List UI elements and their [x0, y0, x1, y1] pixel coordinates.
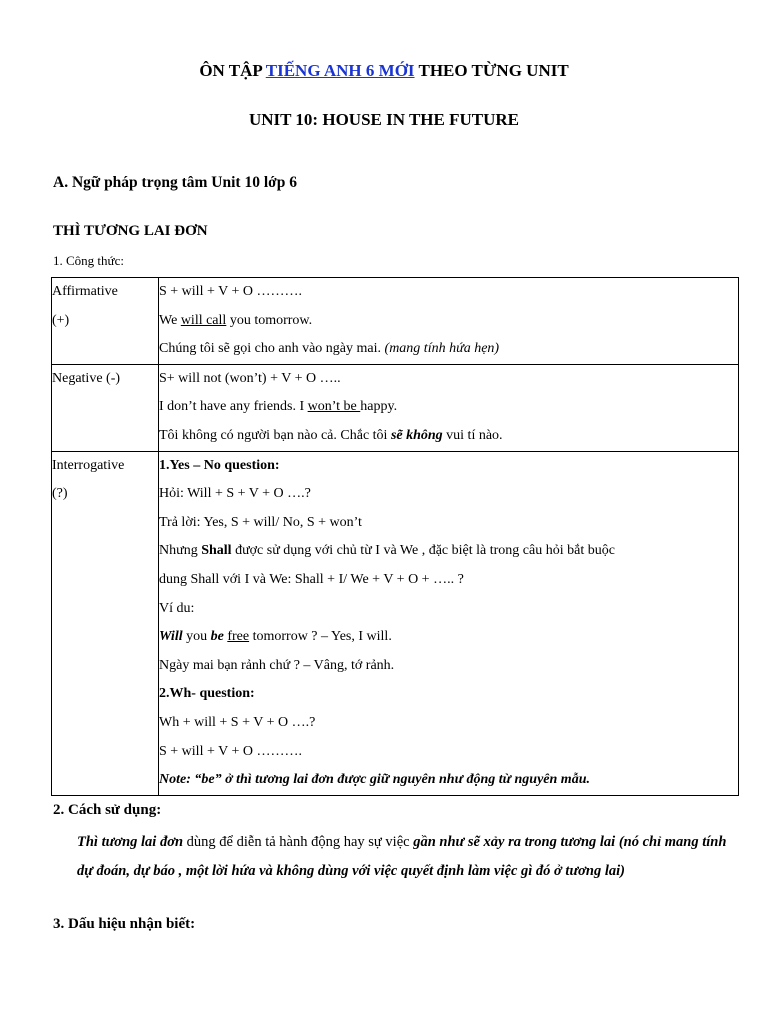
- table-row-affirmative: [52, 278, 739, 365]
- section-a-heading: A. Ngữ pháp trọng tâm Unit 10 lớp 6: [53, 174, 297, 191]
- negative-translation: [159, 422, 738, 451]
- affirmative-label-cell: [52, 278, 159, 365]
- document-title: [0, 61, 768, 81]
- ex-free: free: [227, 629, 250, 645]
- title-link[interactable]: TIẾNG ANH 6 MỚI: [265, 61, 415, 80]
- affirmative-symbol: (+): [52, 312, 70, 328]
- affirmative-content-cell: [159, 278, 739, 365]
- neg-example-post: happy.: [360, 399, 398, 415]
- negative-label-cell: [52, 364, 159, 451]
- neg-vi-bold: sẽ không: [390, 427, 443, 443]
- usage-plain: dùng để diễn tả hành động hay sự việc: [183, 834, 414, 850]
- neg-example-pre: I don’t have any friends. I: [159, 399, 308, 415]
- negative-label: Negative (-): [52, 370, 121, 386]
- ex-you: you: [182, 629, 211, 645]
- affirmative-label: Affirmative: [52, 284, 118, 299]
- neg-vi-pre: Tôi không có người bạn nào cả. Chắc tôi: [159, 427, 391, 443]
- question-example-translation: Ngày mai bạn rảnh chứ ? – Vâng, tớ rảnh.: [159, 657, 395, 673]
- answer-formula: Trả lời: Yes, S + will/ No, S + won’t: [159, 514, 362, 530]
- usage-bold-1: Thì tương lai đơn: [77, 834, 184, 850]
- negative-content-cell: [159, 364, 739, 451]
- formula-label: 1. Công thức:: [53, 253, 124, 268]
- aff-vi-italic: (mang tính hứa hẹn): [384, 341, 500, 357]
- negative-formula: S+ will not (won’t) + V + O …..: [159, 370, 341, 386]
- title-suffix: THEO TỪNG UNIT: [414, 61, 569, 80]
- affirmative-example: [159, 307, 738, 336]
- neg-example-underlined: won’t be: [307, 399, 361, 415]
- yes-no-heading: 1.Yes – No question:: [159, 457, 280, 473]
- wh-question-formula: Wh + will + S + V + O ….?: [159, 714, 316, 730]
- interrogative-label-cell: [52, 451, 159, 795]
- question-example: [159, 623, 738, 652]
- affirmative-formula: S + will + V + O ……….: [159, 284, 302, 299]
- table-row-negative: [52, 364, 739, 451]
- negative-example: [159, 393, 738, 422]
- example-label: Ví du:: [159, 600, 195, 616]
- interrogative-label: Interrogative: [52, 457, 125, 473]
- affirmative-translation: [159, 335, 738, 364]
- grammar-table: [51, 277, 739, 796]
- interrogative-content-cell: [159, 451, 739, 795]
- tense-title: THÌ TƯƠNG LAI ĐƠN: [53, 223, 208, 239]
- usage-bold-2: gần như sẽ xảy ra trong tương lai (nó chỉ mang tính dự đoán, dự báo , một lời hứa và không dùng với việc quyết định làm việc gì đó ở tương lai): [77, 834, 727, 879]
- ex-will: Will: [159, 629, 183, 645]
- aff-example-underlined: will call: [180, 312, 227, 328]
- unit-title: UNIT 10: HOUSE IN THE FUTURE: [248, 110, 519, 129]
- neg-vi-post: vui tí nào.: [442, 427, 503, 443]
- ex-be: be: [210, 629, 224, 645]
- section-2-heading: 2. Cách sử dụng:: [53, 802, 162, 818]
- ex-post: tomorrow ? – Yes, I will.: [249, 629, 392, 645]
- usage-paragraph: [77, 828, 737, 885]
- shall-post: được sử dụng với chủ từ I và We , đặc biệt là trong câu hỏi bắt buộc: [231, 543, 615, 559]
- aff-example-post: you tomorrow.: [226, 312, 313, 328]
- question-formula: Hỏi: Will + S + V + O ….?: [159, 486, 311, 502]
- be-note: Note: “be” ở thì tương lai đơn được giữ nguyên như động từ nguyên mẫu.: [159, 772, 590, 788]
- shall-bold: Shall: [201, 543, 232, 559]
- shall-note: [159, 537, 738, 566]
- wh-answer-formula: S + will + V + O ……….: [159, 743, 302, 759]
- interrogative-symbol: (?): [52, 486, 68, 502]
- shall-pre: Nhưng: [159, 543, 202, 559]
- shall-formula: dung Shall với I và We: Shall + I/ We + V + O + ….. ?: [159, 571, 464, 587]
- table-row-interrogative: [52, 451, 739, 795]
- aff-vi-pre: Chúng tôi sẽ gọi cho anh vào ngày mai.: [159, 341, 385, 357]
- section-3-heading: 3. Dấu hiệu nhận biết:: [53, 916, 196, 932]
- aff-example-pre: We: [159, 312, 181, 328]
- title-prefix: ÔN TẬP: [199, 61, 266, 80]
- wh-question-heading: 2.Wh- question:: [159, 686, 255, 702]
